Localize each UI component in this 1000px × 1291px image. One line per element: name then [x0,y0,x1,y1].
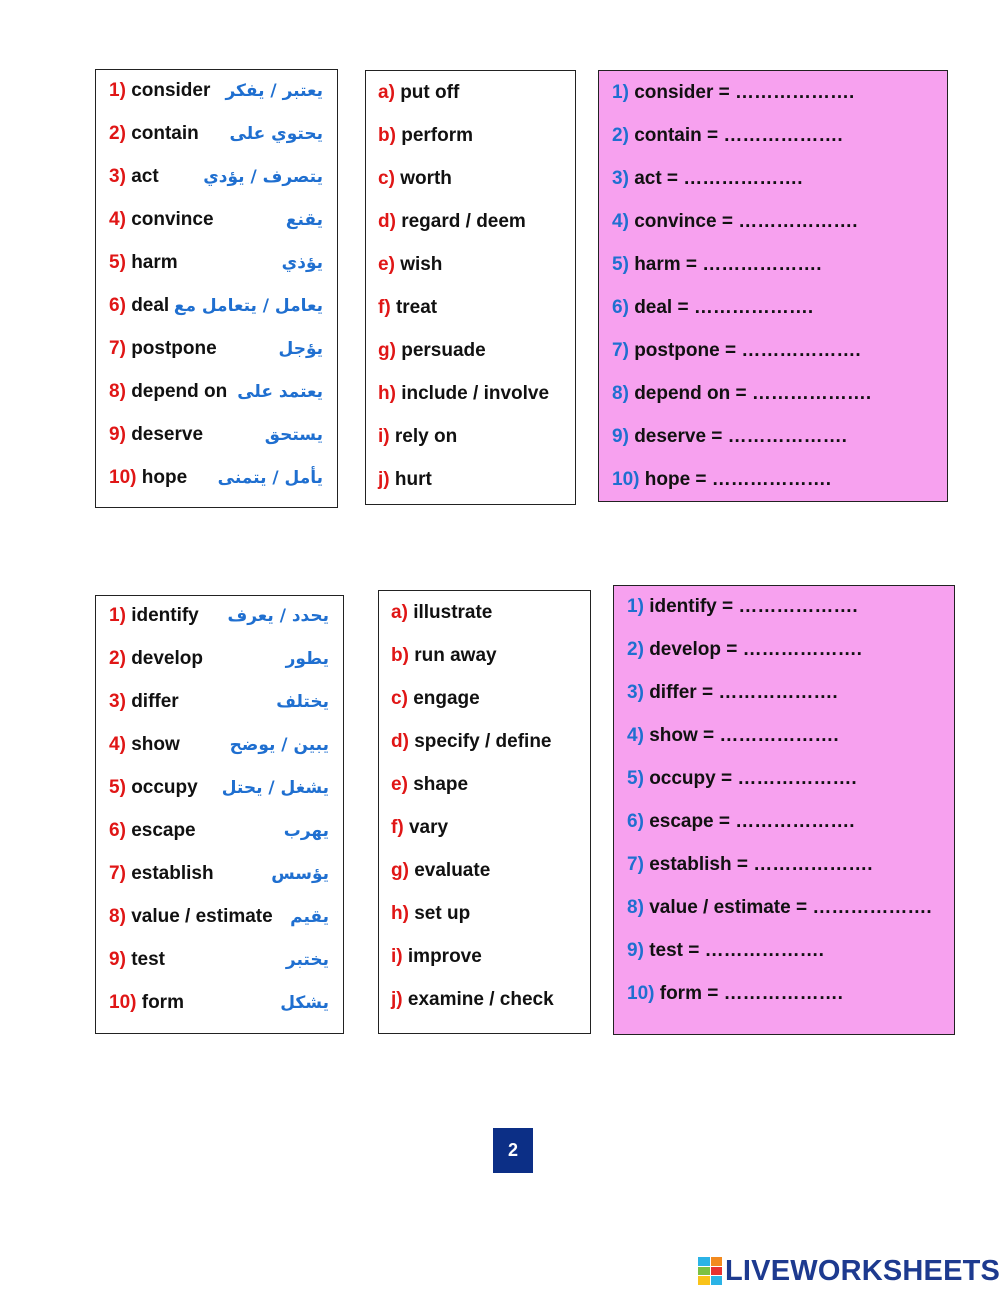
arabic-translation: يقنع [285,210,323,230]
option-row [379,684,590,714]
option-row [366,207,575,237]
answer-number: 2) [612,125,629,146]
item-number: 10) [109,992,137,1013]
synonym-options-1 [365,70,576,505]
vocab-row [96,816,343,846]
liveworksheets-logo [698,1254,1000,1288]
option-text: improve [407,946,482,967]
english-word: develop [131,648,203,669]
answer-row[interactable] [614,936,954,966]
option-letter: b) [378,125,396,146]
answer-number: 6) [627,811,644,832]
option-text: examine / check [407,989,554,1010]
answer-row[interactable] [614,635,954,665]
answer-blank[interactable]: occupy = ………………. [649,768,857,789]
option-letter: j) [391,989,403,1010]
vocab-row [96,644,343,674]
vocab-list-1 [95,69,338,508]
answer-number: 2) [627,639,644,660]
answer-blank[interactable]: differ = ………………. [649,682,838,703]
english-word: consider [131,80,211,101]
arabic-translation: يعامل / يتعامل مع [173,296,323,316]
answer-row[interactable] [599,207,947,237]
option-row [366,250,575,280]
option-text: illustrate [413,602,493,623]
option-letter: a) [391,602,408,623]
arabic-translation: يعتبر / يفكر [225,81,323,101]
answer-row[interactable] [599,422,947,452]
answer-number: 9) [612,426,629,447]
vocab-row [96,291,337,321]
arabic-translation: يؤجل [278,339,323,359]
item-number: 6) [109,820,126,841]
vocab-row [96,773,343,803]
option-letter: h) [378,383,396,404]
english-word: convince [131,209,214,230]
english-word: form [141,992,184,1013]
option-letter: d) [391,731,409,752]
answer-number: 6) [612,297,629,318]
option-letter: e) [391,774,408,795]
answer-number: 7) [612,340,629,361]
answer-number: 8) [612,383,629,404]
answer-row[interactable] [614,850,954,880]
answer-blank[interactable]: act = ………………. [634,168,803,189]
arabic-translation: يستحق [264,425,323,445]
arabic-translation: يؤذي [281,253,323,273]
item-number: 1) [109,80,126,101]
arabic-translation: يأمل / يتمنى [217,468,323,488]
option-text: run away [414,645,497,666]
english-word: deserve [131,424,204,445]
option-row [379,813,590,843]
option-text: engage [413,688,480,709]
option-text: rely on [394,426,458,447]
option-letter: c) [391,688,408,709]
arabic-translation: يختلف [276,692,329,712]
page-number-badge: 2 [493,1128,533,1173]
option-text: specify / define [414,731,552,752]
option-letter: g) [391,860,409,881]
arabic-translation: يؤسس [271,864,329,884]
option-row [379,727,590,757]
answer-blank[interactable]: harm = ………………. [634,254,822,275]
option-text: perform [401,125,474,146]
answer-blank[interactable]: deserve = ………………. [634,426,847,447]
option-letter: f) [391,817,404,838]
option-row [366,422,575,452]
answer-number: 7) [627,854,644,875]
item-number: 6) [109,295,126,316]
answer-number: 9) [627,940,644,961]
vocab-row [96,601,343,631]
item-number: 9) [109,949,126,970]
answer-blank[interactable]: show = ………………. [649,725,839,746]
answer-blank[interactable]: contain = ………………. [634,125,843,146]
option-row [366,293,575,323]
english-word: establish [131,863,214,884]
item-number: 2) [109,648,126,669]
arabic-translation: يقيم [290,907,329,927]
option-row [379,770,590,800]
english-word: identify [131,605,199,626]
option-row [366,336,575,366]
option-text: vary [408,817,449,838]
option-row [366,164,575,194]
answer-blank[interactable]: establish = ………………. [649,854,873,875]
answer-blank[interactable]: convince = ………………. [634,211,858,232]
item-number: 4) [109,734,126,755]
option-letter: g) [378,340,396,361]
option-row [379,985,590,1015]
option-row [379,598,590,628]
vocab-row [96,334,337,364]
item-number: 2) [109,123,126,144]
arabic-translation: يحدد / يعرف [227,606,329,626]
vocab-row [96,463,337,493]
english-word: differ [131,691,179,712]
liveworksheets-logo-text: LIVEWORKSHEETS [725,1254,1000,1287]
english-word: show [131,734,180,755]
english-word: harm [131,252,178,273]
answer-blank[interactable]: hope = ………………. [644,469,832,490]
option-letter: d) [378,211,396,232]
answer-number: 8) [627,897,644,918]
option-text: treat [395,297,438,318]
answer-blank[interactable]: postpone = ………………. [634,340,861,361]
answer-row[interactable] [614,893,954,923]
answer-row[interactable] [599,465,947,495]
english-word: contain [131,123,199,144]
option-text: worth [400,168,452,189]
answer-blank[interactable]: value / estimate = ………………. [649,897,932,918]
answer-row[interactable] [599,164,947,194]
option-row [366,465,575,495]
vocab-row [96,730,343,760]
vocab-row [96,377,337,407]
vocab-row [96,248,337,278]
item-number: 8) [109,381,126,402]
answer-blank[interactable]: develop = ………………. [649,639,862,660]
english-word: act [131,166,159,187]
answer-number: 4) [612,211,629,232]
answer-box-2 [613,585,955,1035]
item-number: 7) [109,863,126,884]
option-text: set up [414,903,471,924]
answer-row[interactable] [614,807,954,837]
option-row [366,379,575,409]
liveworksheets-logo-icon [698,1257,722,1285]
answer-number: 5) [612,254,629,275]
item-number: 10) [109,467,137,488]
option-row [366,78,575,108]
item-number: 5) [109,252,126,273]
answer-blank[interactable]: test = ………………. [649,940,824,961]
option-row [379,899,590,929]
answer-blank[interactable]: deal = ………………. [634,297,814,318]
item-number: 3) [109,691,126,712]
vocab-row [96,859,343,889]
answer-row[interactable] [599,78,947,108]
vocab-row [96,205,337,235]
vocab-row [96,119,337,149]
arabic-translation: يتصرف / يؤدي [203,167,323,187]
answer-row[interactable] [614,592,954,622]
item-number: 4) [109,209,126,230]
answer-row[interactable] [614,678,954,708]
option-row [379,856,590,886]
option-letter: c) [378,168,395,189]
answer-row[interactable] [614,721,954,751]
option-text: shape [413,774,469,795]
english-word: hope [141,467,188,488]
option-text: include / involve [401,383,550,404]
answer-number: 10) [612,469,640,490]
option-row [379,641,590,671]
answer-row[interactable] [614,979,954,1009]
option-letter: j) [378,469,390,490]
option-letter: h) [391,903,409,924]
option-letter: e) [378,254,395,275]
arabic-translation: يختبر [285,950,329,970]
option-letter: f) [378,297,391,318]
answer-number: 1) [627,596,644,617]
item-number: 8) [109,906,126,927]
answer-blank[interactable]: depend on = ………………. [634,383,872,404]
answer-number: 3) [612,168,629,189]
answer-number: 3) [627,682,644,703]
arabic-translation: يحتوي على [229,124,323,144]
english-word: occupy [131,777,198,798]
arabic-translation: يشكل [280,993,329,1013]
option-letter: a) [378,82,395,103]
vocab-row [96,687,343,717]
synonym-options-2 [378,590,591,1034]
answer-blank[interactable]: identify = ………………. [649,596,858,617]
answer-number: 1) [612,82,629,103]
english-word: deal [131,295,170,316]
option-letter: i) [391,946,403,967]
arabic-translation: يبين / يوضح [229,735,329,755]
answer-number: 4) [627,725,644,746]
item-number: 7) [109,338,126,359]
english-word: postpone [131,338,217,359]
item-number: 5) [109,777,126,798]
vocab-row [96,76,337,106]
vocab-row [96,945,343,975]
vocab-list-2 [95,595,344,1034]
option-letter: i) [378,426,390,447]
answer-blank[interactable]: consider = ………………. [634,82,855,103]
answer-row[interactable] [599,250,947,280]
vocab-row [96,420,337,450]
answer-row[interactable] [599,293,947,323]
option-letter: b) [391,645,409,666]
item-number: 3) [109,166,126,187]
vocab-row [96,162,337,192]
answer-row[interactable] [614,764,954,794]
vocab-row [96,988,343,1018]
option-text: regard / deem [401,211,526,232]
answer-blank[interactable]: escape = ………………. [649,811,855,832]
option-text: evaluate [414,860,491,881]
option-row [379,942,590,972]
english-word: escape [131,820,196,841]
option-text: put off [400,82,460,103]
arabic-translation: يعتمد على [237,382,323,402]
answer-row[interactable] [599,121,947,151]
answer-blank[interactable]: form = ………………. [659,983,843,1004]
answer-row[interactable] [599,379,947,409]
answer-row[interactable] [599,336,947,366]
arabic-translation: يهرب [283,821,329,841]
option-row [366,121,575,151]
english-word: depend on [131,381,228,402]
option-text: wish [400,254,443,275]
item-number: 9) [109,424,126,445]
arabic-translation: يشغل / يحتل [221,778,329,798]
option-text: hurt [394,469,432,490]
answer-number: 5) [627,768,644,789]
english-word: value / estimate [131,906,273,927]
item-number: 1) [109,605,126,626]
answer-box-1 [598,70,948,502]
arabic-translation: يطور [285,649,329,669]
option-text: persuade [401,340,486,361]
answer-number: 10) [627,983,655,1004]
english-word: test [131,949,165,970]
vocab-row [96,902,343,932]
